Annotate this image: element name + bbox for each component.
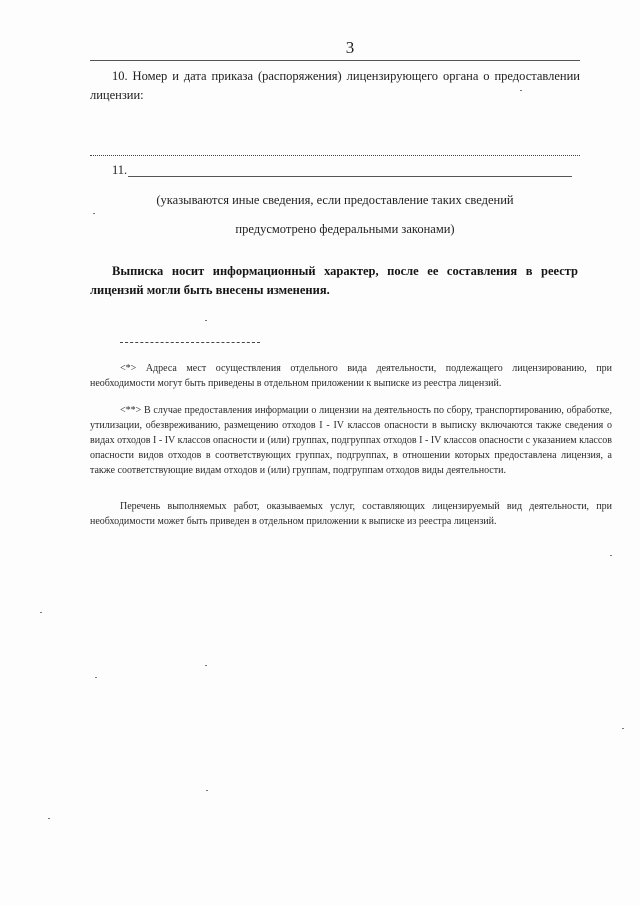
scan-speck [205,665,207,666]
informational-notice: Выписка носит информационный характер, после ее составления в реестр лицензий могли быть внесены изменения. [90,264,578,297]
scan-speck [93,213,95,214]
other-info-note-line-2: предусмотрено федеральными законами) [235,222,455,236]
item-11-label: 11. [112,163,128,177]
item-10-fill-line [90,155,580,156]
item-10-order-details: 10. Номер и дата приказа (распоряжения) лицензирующего органа о предоставлении лицензии: [90,69,580,102]
other-info-note-line-1: (указываются иные сведения, если предоставление таких сведений [156,193,514,207]
page-number: 3 [345,38,355,57]
scan-speck [520,90,522,91]
scan-speck [48,818,50,819]
scan-speck [95,677,97,678]
footnote-waste-license: <**> В случае предоставления информации о лицензии на деятельность по сбору, транспортированию, обработке, утилизации, обезвреживанию, размещению отходов I - IV классов опасности в выписку включаются также сведения о видах отходов I - IV классов опасности и (или) группах, подгруппах отходов I - IV классов опасности с указанием классов опасности видов отходов в соответствующих группах, подгруппах, в отношении которых предоставлена лицензия, а также соответствующие видам отходов и (или) группам, подгруппам отходов виды деятельности. [90,405,612,476]
footnote-works-list: Перечень выполняемых работ, оказываемых услуг, составляющих лицензируемый вид деятельности, при необходимости может быть приведен в отдельном приложении к выписке из реестра лицензий. [90,501,612,527]
scan-speck [206,790,208,791]
scan-speck [40,612,42,613]
scan-speck [205,320,207,321]
scan-speck [610,555,612,556]
footnote-addresses: <*> Адреса мест осуществления отдельного вида деятельности, подлежащего лицензированию, при необходимости могут быть приведены в отдельном приложении к выписке из реестра лицензий. [90,363,612,389]
item-11-fill-line [128,176,572,177]
footnote-separator [120,342,260,343]
scan-speck [622,728,624,729]
top-separator-line [90,60,580,61]
